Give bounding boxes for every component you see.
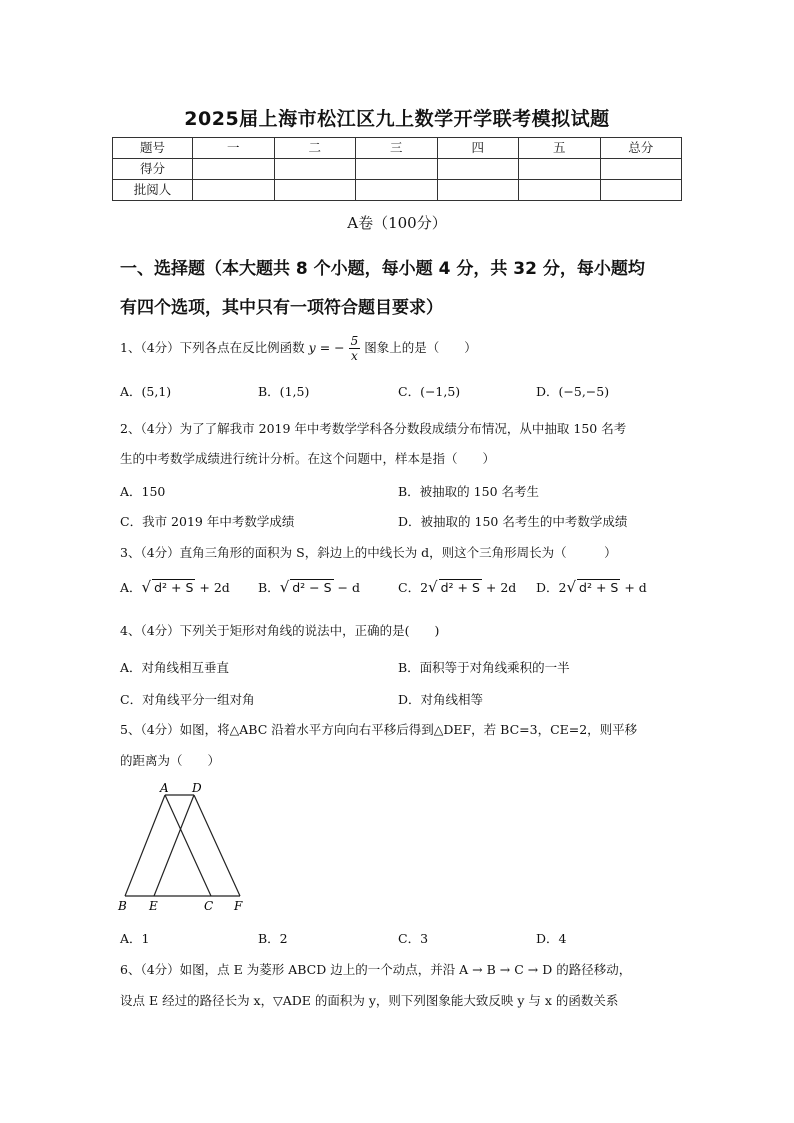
label-d: D: [192, 781, 202, 795]
option-d[interactable]: D．被抽取的 150 名考生的中考数学成绩: [398, 514, 628, 529]
score-cell[interactable]: [600, 180, 682, 201]
radical-sign: √: [566, 578, 577, 596]
score-cell[interactable]: [193, 159, 275, 180]
table-cell: 五: [519, 138, 601, 159]
radicand: d² + S: [579, 580, 619, 595]
function-lhs: y = −: [308, 340, 345, 355]
option-b[interactable]: B．(1,5): [258, 384, 310, 399]
option-label: B．: [258, 580, 280, 595]
option-d[interactable]: D．对角线相等: [398, 692, 484, 707]
option-a[interactable]: [120, 578, 230, 596]
score-cell[interactable]: [519, 180, 601, 201]
score-table-header-row: [113, 138, 682, 159]
radicand: d² − S: [292, 580, 332, 595]
option-d[interactable]: [536, 578, 647, 596]
score-table-row: [113, 159, 682, 180]
option-d[interactable]: D．(−5,−5): [536, 384, 610, 399]
option-label: C．: [398, 580, 421, 595]
table-cell: 二: [274, 138, 356, 159]
score-cell[interactable]: [274, 159, 356, 180]
edge-df: [194, 795, 240, 896]
option-a[interactable]: A．1: [120, 931, 150, 946]
option-c[interactable]: C．对角线平分一组对角: [120, 692, 255, 707]
question-text: 图象上的是（ ）: [364, 340, 477, 355]
label-a: A: [160, 781, 169, 795]
table-cell: 一: [193, 138, 275, 159]
fraction-numerator: 5: [350, 334, 359, 348]
question-1: [120, 328, 477, 368]
score-cell[interactable]: [519, 159, 601, 180]
option-c[interactable]: C．(−1,5): [398, 384, 461, 399]
question-3: 3、（4分）直角三角形的面积为 S，斜边上的中线长为 d，则这个三角形周长为（ ）: [120, 545, 617, 560]
label-c: C: [204, 899, 214, 913]
volume-heading: A卷（100分）: [347, 214, 447, 232]
option-tail: + 2d: [195, 580, 230, 595]
option-tail: − d: [333, 580, 360, 595]
question-5-line2: 的距离为（ ）: [120, 753, 221, 768]
question-2-line2: 生的中考数学成绩进行统计分析。在这个问题中，样本是指（ ）: [120, 451, 496, 466]
edge-ab: [125, 795, 165, 896]
radical-sign: √: [428, 578, 438, 596]
coefficient: 2: [420, 580, 429, 595]
page-title: 2025届上海市松江区九上数学开学联考模拟试题: [184, 108, 610, 130]
score-cell[interactable]: [356, 159, 438, 180]
label-f: F: [234, 899, 243, 913]
option-c[interactable]: [398, 578, 516, 596]
question-text: 1、（4分）下列各点在反比例函数: [120, 340, 305, 355]
option-tail: + 2d: [481, 580, 517, 595]
radical-sign: √: [141, 578, 152, 596]
score-cell[interactable]: [437, 159, 519, 180]
radicand: d² + S: [440, 580, 480, 595]
section-heading-line2: 有四个选项，其中只有一项符合题目要求）: [120, 298, 443, 318]
option-a[interactable]: A．对角线相互垂直: [120, 660, 230, 675]
table-cell: 题号: [113, 138, 193, 159]
table-cell: 三: [356, 138, 438, 159]
option-label: D．: [536, 580, 559, 595]
question-4: 4、（4分）下列关于矩形对角线的说法中，正确的是( ): [120, 623, 440, 638]
question-5-line1: 5、（4分）如图，将△ABC 沿着水平方向向右平移后得到△DEF，若 BC=3，CE=2，则平移: [120, 722, 638, 737]
score-cell[interactable]: [600, 159, 682, 180]
score-cell[interactable]: [437, 180, 519, 201]
score-table-row: [113, 180, 682, 201]
table-cell: 批阅人: [113, 180, 193, 201]
option-b[interactable]: B．面积等于对角线乘积的一半: [398, 660, 570, 675]
option-a[interactable]: A．150: [120, 484, 166, 499]
option-tail: + d: [620, 580, 647, 595]
option-b[interactable]: [258, 578, 360, 596]
table-cell: 四: [437, 138, 519, 159]
option-d[interactable]: D．4: [536, 931, 567, 946]
fraction-denominator: x: [351, 349, 358, 363]
fraction: [349, 334, 361, 363]
option-c[interactable]: C．3: [398, 931, 429, 946]
option-label: A．: [120, 580, 142, 595]
label-e: E: [149, 899, 158, 913]
table-cell: 得分: [113, 159, 193, 180]
table-cell: 总分: [600, 138, 682, 159]
option-c[interactable]: C．我市 2019 年中考数学成绩: [120, 514, 295, 529]
question-2-line1: 2、（4分）为了了解我市 2019 年中考数学学科各分数段成绩分布情况，从中抽取 150 名考: [120, 421, 627, 436]
option-a[interactable]: A．(5,1): [120, 384, 172, 399]
question-6-line2: 设点 E 经过的路径长为 x，▽ADE 的面积为 y，则下列图象能大致反映 y 与 x 的函数关系: [120, 993, 619, 1008]
radical-sign: √: [279, 578, 290, 596]
question-6-line1: 6、（4分）如图，点 E 为菱形 ABCD 边上的一个动点，并沿 A → B → C → D 的路径移动，: [120, 962, 632, 977]
translation-figure: [112, 780, 252, 916]
option-b[interactable]: B．2: [258, 931, 288, 946]
score-table: [112, 137, 682, 201]
label-b: B: [118, 899, 127, 913]
score-cell[interactable]: [356, 180, 438, 201]
score-cell[interactable]: [274, 180, 356, 201]
radicand: d² + S: [154, 580, 194, 595]
section-heading-line1: 一、选择题（本大题共 8 个小题，每小题 4 分，共 32 分，每小题均: [120, 259, 645, 279]
coefficient: 2: [558, 580, 567, 595]
option-b[interactable]: B．被抽取的 150 名考生: [398, 484, 539, 499]
score-cell[interactable]: [193, 180, 275, 201]
